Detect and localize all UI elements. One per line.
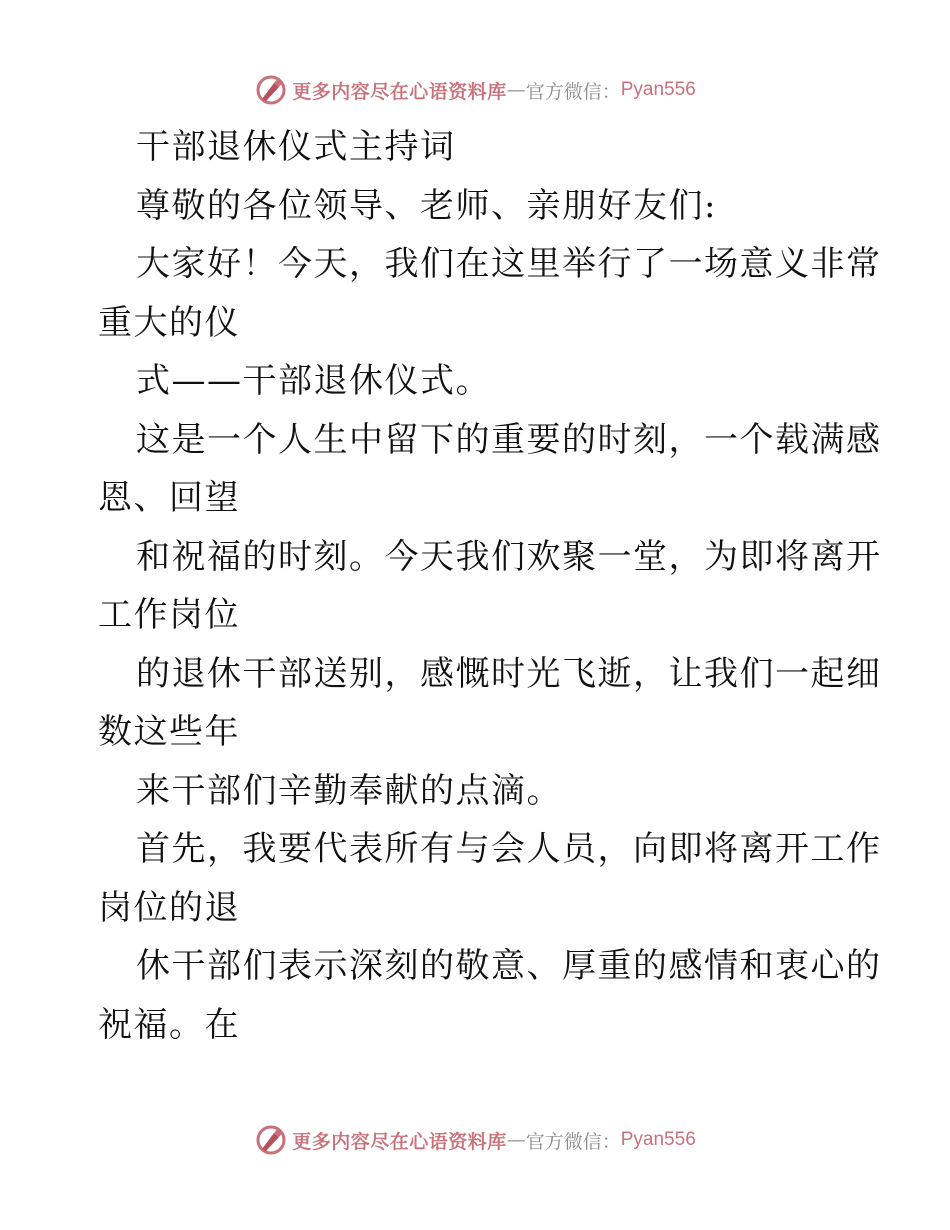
text-line: 重大的仪 xyxy=(98,302,240,343)
text-line: 休干部们表示深刻的敬意、厚重的感情和衷心的 xyxy=(136,946,882,986)
pen-nib-logo-icon xyxy=(254,1123,288,1157)
text-line: 工作岗位 xyxy=(98,595,240,635)
text-line: 首先，我要代表所有与会人员，向即将离开工作 xyxy=(136,829,882,869)
text-line: 式——干部退休仪式。 xyxy=(136,361,491,401)
banner-wechat-label: 官方微信： xyxy=(525,1130,621,1153)
banner-wechat-id: Pyan556 xyxy=(620,1129,696,1150)
footer-banner xyxy=(0,1120,950,1160)
text-line: 祝福。在 xyxy=(98,1004,240,1045)
document-body xyxy=(98,118,882,1054)
banner-wechat-id: Pyan556 xyxy=(620,79,696,100)
text-line: 的退休干部送别，感慨时光飞逝，让我们一起细 xyxy=(136,653,882,694)
text-line: 这是一个人生中留下的重要的时刻，一个载满感 xyxy=(136,419,882,460)
text-line: 和祝福的时刻。今天我们欢聚一堂，为即将离开 xyxy=(136,536,882,577)
pen-nib-logo-icon xyxy=(254,73,288,107)
text-line: 岗位的退 xyxy=(98,887,240,928)
text-line: 恩、回望 xyxy=(98,478,240,518)
text-line: 数这些年 xyxy=(98,712,240,752)
banner-separator: — xyxy=(506,79,526,101)
header-banner xyxy=(0,70,950,110)
text-line: 干部退休仪式主持词 xyxy=(136,127,456,167)
banner-main-text: 更多内容尽在心语资料库 xyxy=(292,1130,507,1153)
text-line: 尊敬的各位领导、老师、亲朋好友们: xyxy=(136,185,717,226)
text-line: 来干部们辛勤奉献的点滴。 xyxy=(136,770,562,811)
banner-separator: — xyxy=(506,1129,526,1151)
banner-main-text: 更多内容尽在心语资料库 xyxy=(292,80,507,103)
banner-wechat-label: 官方微信： xyxy=(525,80,621,103)
text-line: 大家好！今天，我们在这里举行了一场意义非常 xyxy=(136,244,882,284)
